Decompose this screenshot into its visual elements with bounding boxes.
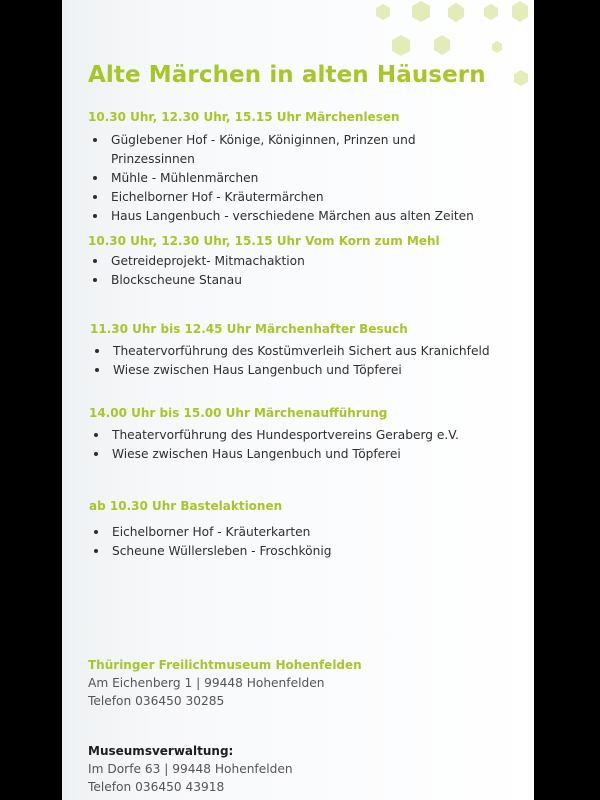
list-item: Blockscheune Stanau bbox=[88, 271, 528, 290]
list-item: Eichelborner Hof - Kräuterkarten bbox=[89, 523, 529, 542]
section-heading: 14.00 Uhr bis 15.00 Uhr Märchenaufführung bbox=[89, 406, 388, 420]
administration-address: Im Dorfe 63 | 99448 Hohenfelden bbox=[88, 762, 293, 776]
list-item: Wiese zwischen Haus Langenbuch und Töpferei bbox=[90, 361, 530, 380]
list-item: Theatervorführung des Hundesportvereins Geraberg e.V. bbox=[89, 426, 529, 445]
section-heading: 10.30 Uhr, 12.30 Uhr, 15.15 Uhr Märchenlesen bbox=[88, 110, 400, 124]
section-list bbox=[89, 523, 529, 561]
list-item: Getreideprojekt- Mitmachaktion bbox=[88, 252, 528, 271]
section-list bbox=[89, 426, 529, 464]
administration-phone: Telefon 036450 43918 bbox=[88, 780, 225, 794]
section-heading: 10.30 Uhr, 12.30 Uhr, 15.15 Uhr Vom Korn zum Mehl bbox=[88, 234, 440, 248]
section-list bbox=[88, 131, 528, 226]
section-maerchenhafter-besuch bbox=[90, 322, 530, 380]
museum-phone: Telefon 036450 30285 bbox=[88, 694, 225, 708]
list-item: Theatervorführung des Kostümverleih Sichert aus Kranichfeld bbox=[90, 342, 530, 361]
section-heading: ab 10.30 Uhr Bastelaktionen bbox=[89, 499, 283, 513]
section-bastelaktionen bbox=[89, 499, 529, 561]
section-maerchenauffuehrung bbox=[89, 406, 529, 464]
corner-decoration bbox=[422, 790, 532, 800]
museum-address-block bbox=[88, 658, 528, 710]
page-title: Alte Märchen in alten Häusern bbox=[88, 62, 486, 88]
list-item: Güglebener Hof - Könige, Königinnen, Prinzen und bbox=[88, 131, 528, 150]
section-maerchenlesen bbox=[88, 110, 528, 226]
museum-name: Thüringer Freilichtmuseum Hohenfelden bbox=[88, 658, 362, 672]
administration-name: Museumsverwaltung: bbox=[88, 744, 234, 758]
section-heading: 11.30 Uhr bis 12.45 Uhr Märchenhafter Besuch bbox=[90, 322, 408, 336]
list-item-continuation: Prinzessinnen bbox=[111, 152, 195, 166]
list-item: Wiese zwischen Haus Langenbuch und Töpferei bbox=[89, 445, 529, 464]
list-item: Mühle - Mühlenmärchen bbox=[88, 169, 528, 188]
list-item: Haus Langenbuch - verschiedene Märchen aus alten Zeiten bbox=[88, 207, 528, 226]
section-list bbox=[90, 342, 530, 380]
section-korn-zum-mehl bbox=[88, 234, 528, 290]
administration-address-block bbox=[88, 744, 528, 796]
content bbox=[88, 62, 528, 794]
museum-address: Am Eichenberg 1 | 99448 Hohenfelden bbox=[88, 676, 325, 690]
list-item: Eichelborner Hof - Kräutermärchen bbox=[88, 188, 528, 207]
list-item: Scheune Wüllersleben - Froschkönig bbox=[89, 542, 529, 561]
section-list bbox=[88, 252, 528, 290]
flyer-page bbox=[62, 0, 534, 800]
